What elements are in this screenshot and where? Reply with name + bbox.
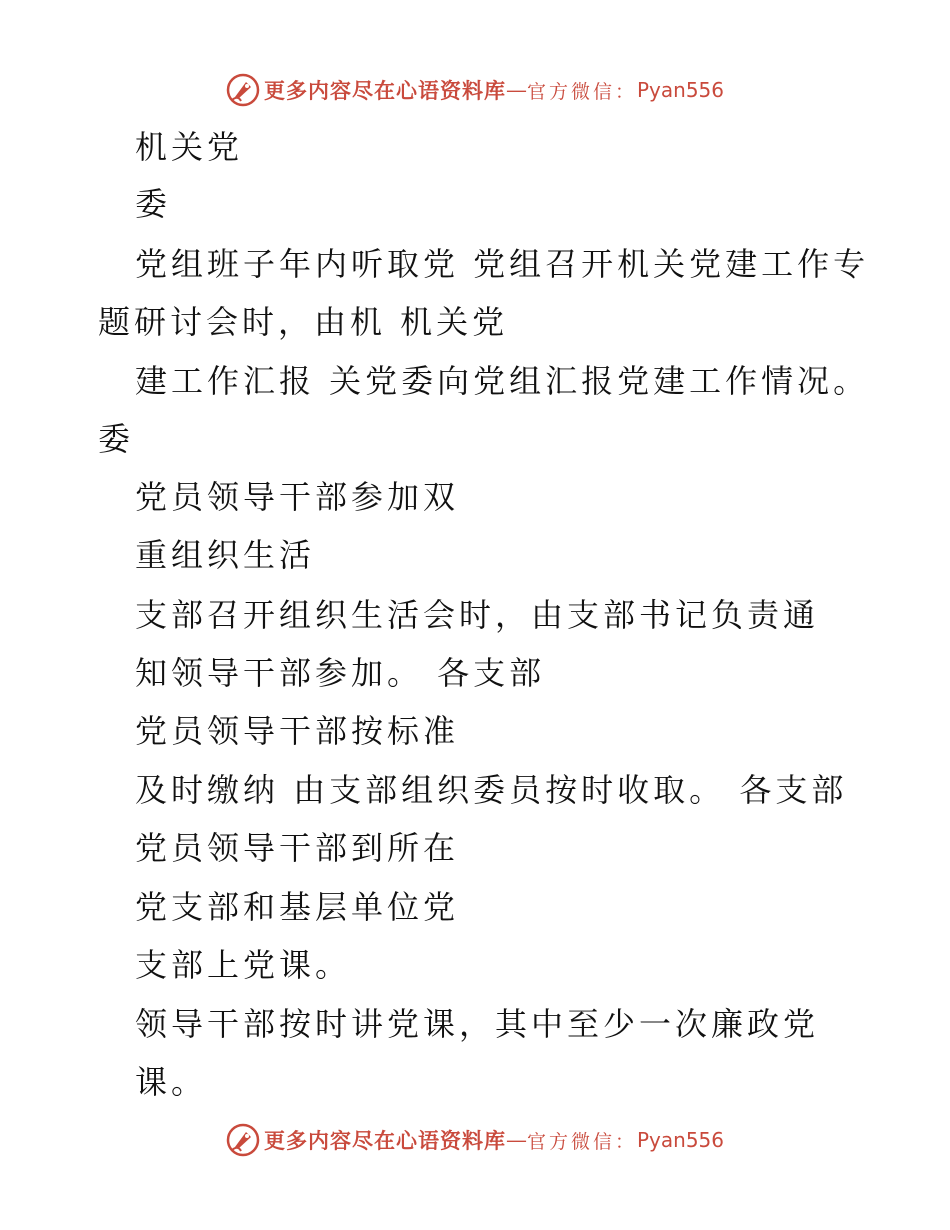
watermark-account: Pyan556	[637, 1128, 725, 1152]
pen-nib-logo-icon	[226, 1123, 260, 1157]
watermark-separator: —	[505, 1128, 527, 1152]
text-line: 重组织生活	[135, 536, 316, 574]
text-line: 课。	[135, 1063, 208, 1101]
text-line: 支部召开组织生活会时，由支部书记负责通	[135, 596, 820, 634]
pen-nib-logo-icon	[226, 73, 260, 107]
text-line: 机关党	[135, 128, 244, 166]
text-line: 党员领导干部按标准	[135, 712, 460, 750]
watermark-separator: —	[505, 78, 527, 102]
watermark-label: 官方微信：	[526, 80, 637, 103]
header-watermark	[0, 70, 950, 110]
text-line: 党员领导干部参加双	[135, 478, 460, 516]
text-line: 支部上党课。	[135, 946, 352, 984]
text-line: 建工作汇报 关党委向党组汇报党建工作情况。	[135, 362, 870, 400]
text-line: 党员领导干部到所在	[135, 829, 460, 867]
text-line: 题研讨会时，由机 机关党	[98, 303, 509, 341]
text-line: 知领导干部参加。 各支部	[135, 654, 546, 692]
text-line: 及时缴纳 由支部组织委员按时收取。 各支部	[135, 771, 848, 809]
text-line: 委	[135, 185, 172, 223]
text-line: 党支部和基层单位党	[135, 888, 460, 926]
watermark-main-text: 更多内容尽在心语资料库	[263, 78, 506, 103]
watermark-account: Pyan556	[637, 78, 725, 102]
footer-watermark	[0, 1120, 950, 1160]
text-line: 委	[98, 420, 135, 458]
text-line: 领导干部按时讲党课，其中至少一次廉政党	[135, 1005, 820, 1043]
text-line: 党组班子年内听取党 党组召开机关党建工作专	[135, 245, 870, 283]
watermark-main-text: 更多内容尽在心语资料库	[263, 1128, 506, 1153]
watermark-label: 官方微信：	[526, 1130, 637, 1153]
